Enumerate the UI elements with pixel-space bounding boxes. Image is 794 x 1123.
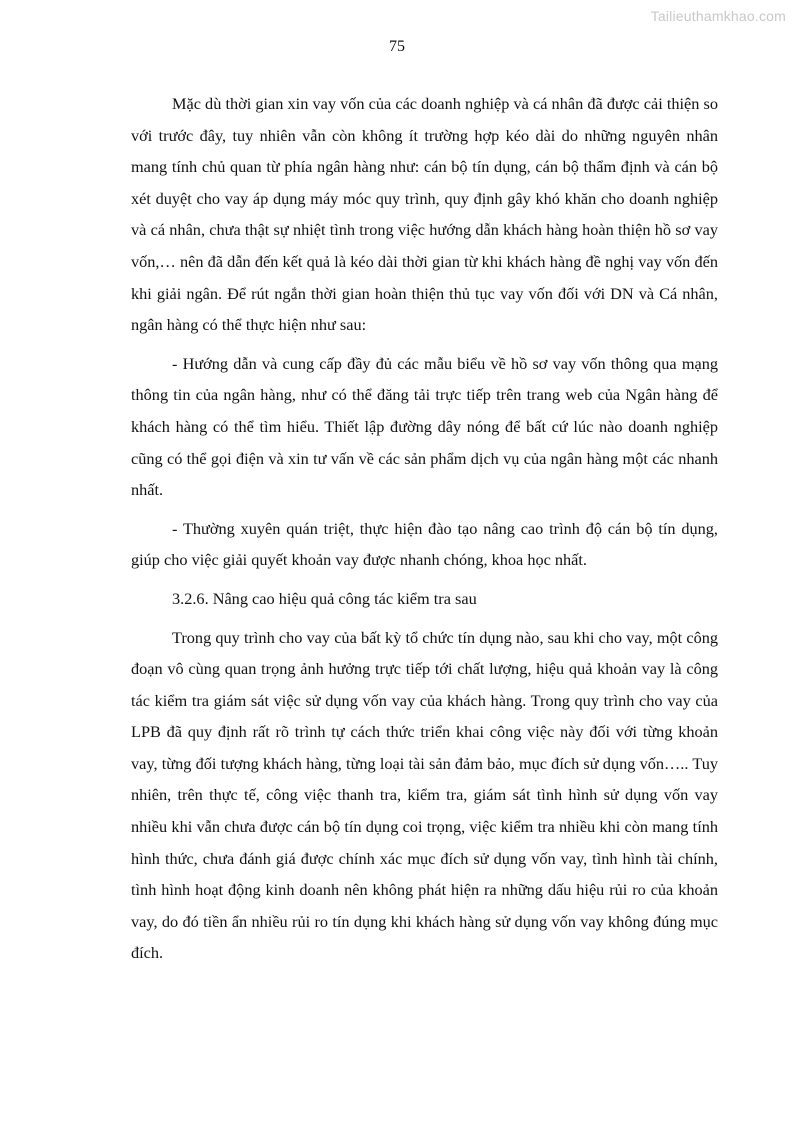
document-body bbox=[131, 88, 718, 976]
page-number: 75 bbox=[389, 38, 405, 55]
paragraph-loan-processing-time: Mặc dù thời gian xin vay vốn của các doanh nghiệp và cá nhân đã được cải thiện so với trước đây, tuy nhiên vẫn còn không ít trường hợp kéo dài do những nguyên nhân mang tính chủ quan từ phía ngân hàng như: cán bộ tín dụng, cán bộ thẩm định và cán bộ xét duyệt cho vay áp dụng máy móc quy trình, quy định gây khó khăn cho doanh nghiệp và cá nhân, chưa thật sự nhiệt tình trong việc hướng dẫn khách hàng hoàn thiện hồ sơ vay vốn,… nên đã dẫn đến kết quả là kéo dài thời gian từ khi khách hàng đề nghị vay vốn đến khi giải ngân. Để rút ngắn thời gian hoàn thiện thủ tục vay vốn đối với DN và Cá nhân, ngân hàng có thể thực hiện như sau: bbox=[131, 94, 718, 335]
paragraph-post-loan-inspection: Trong quy trình cho vay của bất kỳ tổ chức tín dụng nào, sau khi cho vay, một công đoạn vô cùng quan trọng ảnh hưởng trực tiếp tới chất lượng, hiệu quả khoản vay là công tác kiểm tra giám sát việc sử dụng vốn vay của khách hàng. Trong quy trình cho vay của LPB đã quy định rất rõ trình tự cách thức triển khai công việc này đối với từng khoản vay, từng đối tượng khách hàng, từng loại tài sản đảm bảo, mục đích sử dụng vốn….. Tuy nhiên, trên thực tế, công việc thanh tra, kiểm tra, giám sát tình hình sử dụng vốn vay nhiều khi vẫn chưa được cán bộ tín dụng coi trọng, việc kiểm tra nhiều khi còn mang tính hình thức, chưa đánh giá được chính xác mục đích sử dụng vốn vay, tình hình tài chính, tình hình hoạt động kinh doanh nên không phát hiện ra những dấu hiệu rủi ro của khoản vay, do đó tiền ẩn nhiều rủi ro tín dụng khi khách hàng sử dụng vốn vay không đúng mục đích. bbox=[131, 627, 718, 963]
paragraph-loan-forms-guidance: - Hướng dẫn và cung cấp đầy đủ các mẫu biểu về hồ sơ vay vốn thông qua mạng thông tin của ngân hàng, như có thể đăng tải trực tiếp trên trang web của Ngân hàng để khách hàng có thể tìm hiểu. Thiết lập đường dây nóng để bất cứ lúc nào doanh nghiệp cũng có thể gọi điện và xin tư vấn về các sản phẩm dịch vụ của ngân hàng một các nhanh nhất. bbox=[131, 353, 718, 500]
section-heading: 3.2.6. Nâng cao hiệu quả công tác kiểm tra sau bbox=[172, 588, 477, 608]
watermark: Tailieuthamkhao.com bbox=[650, 8, 786, 24]
paragraph-staff-training: - Thường xuyên quán triệt, thực hiện đào tạo nâng cao trình độ cán bộ tín dụng, giúp cho việc giải quyết khoản vay được nhanh chóng, khoa học nhất. bbox=[131, 518, 718, 570]
